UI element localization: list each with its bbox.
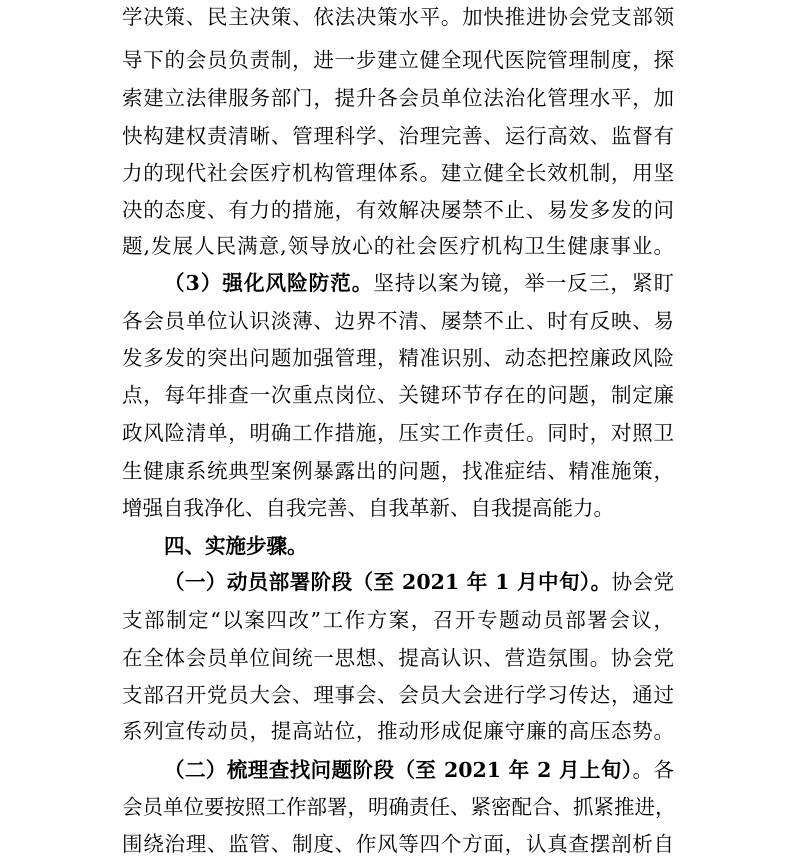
text-line: 索建立法律服务部门，提升各会员单位法治化管理水平，加 bbox=[122, 86, 674, 110]
text-line: 题,发展人民满意,领导放心的社会医疗机构卫生健康事业。 bbox=[122, 234, 674, 258]
text-line: 增强自我净化、自我完善、自我革新、自我提高能力。 bbox=[122, 496, 614, 520]
text-line: 会员单位要按照工作部署，明确责任、紧密配合、抓紧推进， bbox=[122, 795, 676, 819]
text-line: 学决策、民主决策、依法决策水平。加快推进协会党支部领 bbox=[122, 5, 674, 29]
paragraph-first-line bbox=[164, 752, 674, 788]
text-line: 支部召开党员大会、理事会、会员大会进行学习传达，通过 bbox=[122, 683, 674, 707]
text-line: 快构建权责清晰、管理科学、治理完善、运行高效、监督有 bbox=[122, 124, 674, 148]
text-span: 协会党 bbox=[611, 570, 674, 594]
text-line: 决的态度、有力的措施，有效解决屡禁不止、易发多发的问 bbox=[122, 198, 674, 222]
text-line: 政风险清单，明确工作措施，压实工作责任。同时，对照卫 bbox=[122, 421, 674, 445]
paragraph-first-line bbox=[164, 564, 674, 600]
text-line: 在全体会员单位间统一思想、提高认识、营造氛围。协会党 bbox=[122, 646, 674, 670]
subsection-heading: （一）动员部署阶段（至 2021 年 1 月中旬）。 bbox=[164, 570, 612, 594]
subsection-heading: （3）强化风险防范。 bbox=[164, 271, 374, 295]
text-line: 点，每年排查一次重点岗位、关键环节存在的问题，制定廉 bbox=[122, 383, 674, 407]
text-line: 各会员单位认识淡薄、边界不清、屡禁不止、时有反映、易 bbox=[122, 309, 674, 333]
text-line: 力的现代社会医疗机构管理体系。建立健全长效机制，用坚 bbox=[122, 161, 674, 185]
text-line: 支部制定“以案四改”工作方案，召开专题动员部署会议， bbox=[122, 608, 674, 632]
text-span: 坚持以案为镜，举一反三，紧盯 bbox=[373, 271, 675, 295]
subsection-heading: （二）梳理查找问题阶段（至 2021 年 2 月上旬） bbox=[164, 758, 633, 782]
text-line: 导下的会员负责制，进一步建立健全现代医院管理制度，探 bbox=[122, 48, 674, 72]
text-line: 生健康系统典型案例暴露出的问题，找准症结、精准施策， bbox=[122, 459, 674, 483]
text-line: 围绕治理、监管、制度、作风等四个方面，认真查摆剖析自 bbox=[122, 832, 674, 856]
text-line: 发多发的突出问题加强管理，精准识别、动态把控廉政风险 bbox=[122, 346, 674, 370]
paragraph-first-line bbox=[164, 265, 674, 301]
section-heading: 四、实施步骤。 bbox=[164, 534, 308, 558]
text-line: 系列宣传动员，提高站位，推动形成促廉守廉的高压态势。 bbox=[122, 719, 674, 743]
text-span: 。各 bbox=[632, 758, 674, 782]
